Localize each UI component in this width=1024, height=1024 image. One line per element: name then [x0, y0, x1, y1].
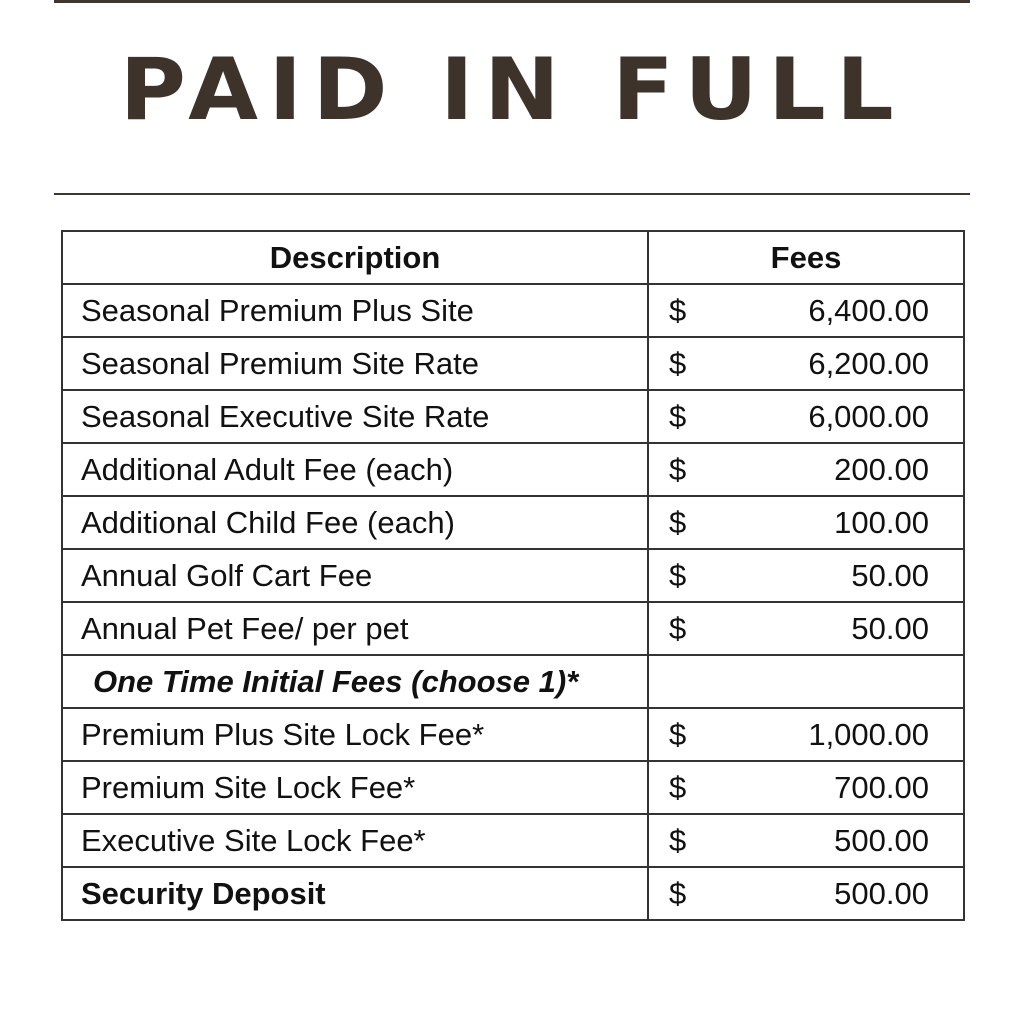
column-header-description: Description [62, 231, 648, 284]
table-row [62, 814, 964, 867]
currency-symbol: $ [669, 505, 687, 540]
table-row [62, 549, 964, 602]
fee-amount: 500.00 [834, 876, 929, 911]
currency-symbol: $ [669, 452, 687, 487]
table-row [62, 655, 964, 708]
fee-description: Premium Plus Site Lock Fee* [62, 708, 648, 761]
fee-amount-cell [648, 814, 964, 867]
fee-amount-cell [648, 496, 964, 549]
fee-description: Premium Site Lock Fee* [62, 761, 648, 814]
table-row [62, 284, 964, 337]
table-row [62, 867, 964, 920]
fee-description: Seasonal Executive Site Rate [62, 390, 648, 443]
fee-amount: 6,200.00 [808, 346, 929, 381]
fee-description: Security Deposit [62, 867, 648, 920]
fee-amount-cell [648, 549, 964, 602]
table-row [62, 443, 964, 496]
fee-amount: 700.00 [834, 770, 929, 805]
fee-amount: 1,000.00 [808, 717, 929, 752]
fee-description: Seasonal Premium Site Rate [62, 337, 648, 390]
currency-symbol: $ [669, 399, 687, 434]
table-row [62, 708, 964, 761]
fee-amount-cell [648, 443, 964, 496]
fee-amount-cell [648, 390, 964, 443]
page-title: PAID IN FULL [119, 40, 905, 140]
fee-amount: 50.00 [851, 611, 929, 646]
fee-amount-cell [648, 337, 964, 390]
bottom-divider [54, 193, 970, 195]
currency-symbol: $ [669, 611, 687, 646]
fee-amount: 6,400.00 [808, 293, 929, 328]
fee-amount-cell [648, 655, 964, 708]
fee-amount-cell [648, 708, 964, 761]
currency-symbol: $ [669, 717, 687, 752]
currency-symbol: $ [669, 558, 687, 593]
table-row [62, 761, 964, 814]
fee-amount: 50.00 [851, 558, 929, 593]
currency-symbol: $ [669, 823, 687, 858]
fee-description: One Time Initial Fees (choose 1)* [62, 655, 648, 708]
column-header-fees: Fees [648, 231, 964, 284]
table-row [62, 337, 964, 390]
currency-symbol: $ [669, 876, 687, 911]
fee-description: Annual Golf Cart Fee [62, 549, 648, 602]
fees-table [61, 230, 965, 921]
currency-symbol: $ [669, 346, 687, 381]
top-divider [54, 0, 970, 3]
table-row [62, 496, 964, 549]
currency-symbol: $ [669, 293, 687, 328]
fee-description: Seasonal Premium Plus Site [62, 284, 648, 337]
fee-amount-cell [648, 867, 964, 920]
fee-description: Additional Adult Fee (each) [62, 443, 648, 496]
fee-description: Executive Site Lock Fee* [62, 814, 648, 867]
fee-amount: 100.00 [834, 505, 929, 540]
currency-symbol: $ [669, 770, 687, 805]
fee-amount-cell [648, 602, 964, 655]
fee-description: Additional Child Fee (each) [62, 496, 648, 549]
table-row [62, 602, 964, 655]
table-row [62, 390, 964, 443]
fee-description: Annual Pet Fee/ per pet [62, 602, 648, 655]
fee-amount: 200.00 [834, 452, 929, 487]
fee-amount-cell [648, 761, 964, 814]
table-header-row [62, 231, 964, 284]
fee-amount-cell [648, 284, 964, 337]
fee-amount: 6,000.00 [808, 399, 929, 434]
fee-amount: 500.00 [834, 823, 929, 858]
